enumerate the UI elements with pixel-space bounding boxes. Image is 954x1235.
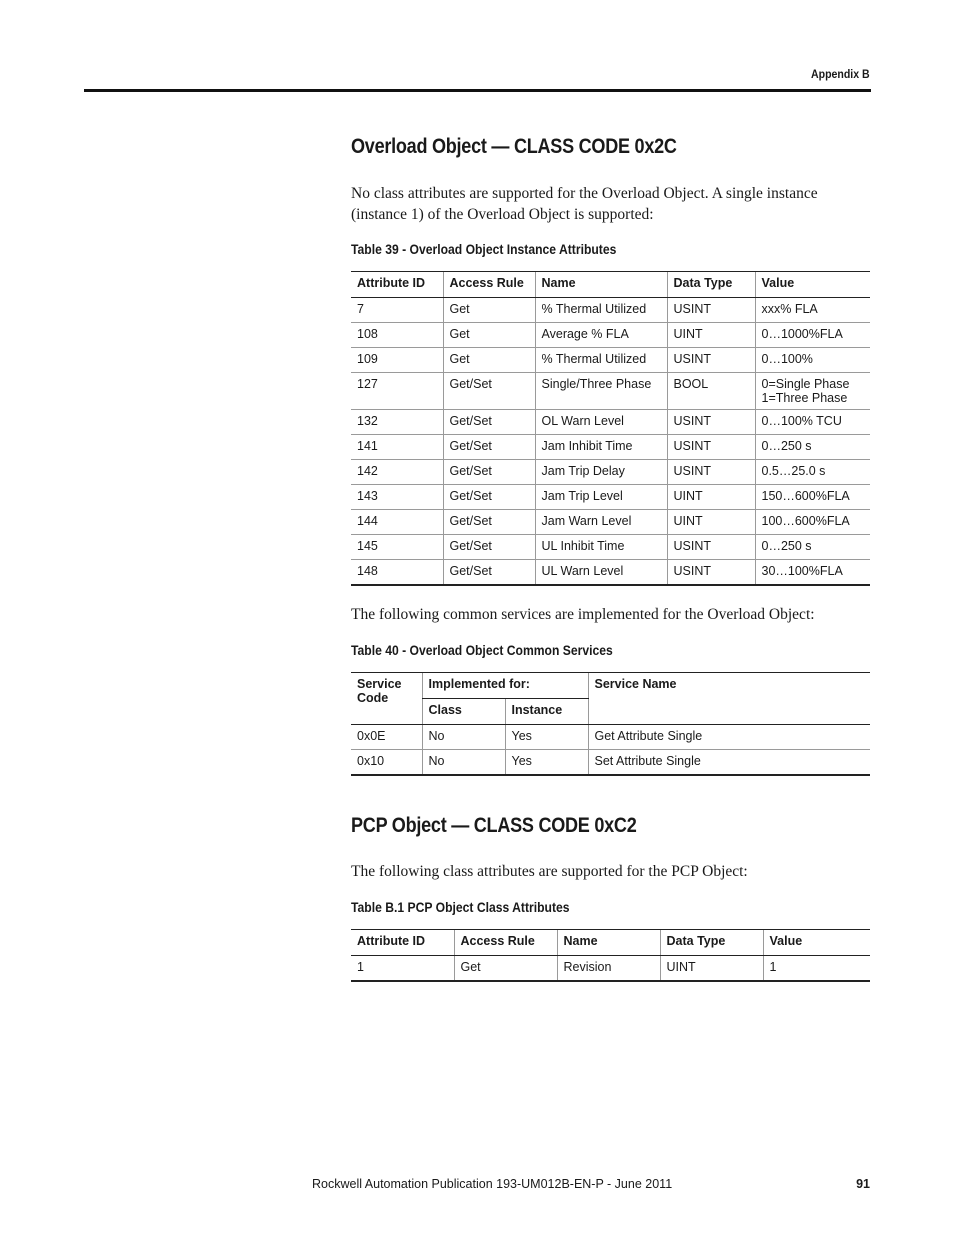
table-cell: 0…100% <box>755 348 870 373</box>
table-cell: % Thermal Utilized <box>535 298 667 323</box>
table-cell: Average % FLA <box>535 323 667 348</box>
table-row <box>351 298 870 323</box>
value-line: 1=Three Phase <box>761 391 848 405</box>
footer-publication: Rockwell Automation Publication 193-UM012B-EN-P - June 2011 <box>312 1177 673 1191</box>
table40-wrap <box>351 672 870 776</box>
table-row <box>351 956 870 982</box>
table-cell: 7 <box>351 298 443 323</box>
table-header-cell: Attribute ID <box>351 272 443 298</box>
table-cell: xxx% FLA <box>755 298 870 323</box>
table-cell: Jam Trip Delay <box>535 460 667 485</box>
table-cell: Get Attribute Single <box>588 725 870 750</box>
overload-title: Overload Object — CLASS CODE 0x2C <box>351 135 677 158</box>
table40 <box>351 672 870 776</box>
table-cell: No <box>422 725 505 750</box>
table-cell: 1 <box>351 956 454 982</box>
table-cell: USINT <box>667 535 755 560</box>
overload-section <box>351 135 870 159</box>
table-cell: 0…250 s <box>755 435 870 460</box>
table-row <box>351 560 870 586</box>
services-intro-wrap <box>351 604 870 625</box>
table-header-cell: Data Type <box>667 272 755 298</box>
table-row <box>351 750 870 776</box>
table-row <box>351 435 870 460</box>
table-row <box>351 535 870 560</box>
table-cell: Set Attribute Single <box>588 750 870 776</box>
tableb1-wrap <box>351 929 870 982</box>
table-cell: Yes <box>505 750 588 776</box>
table-cell: USINT <box>667 410 755 435</box>
table-cell: Get/Set <box>443 373 535 410</box>
table-header-cell: Value <box>763 930 870 956</box>
table-cell: Get/Set <box>443 460 535 485</box>
table-cell: 145 <box>351 535 443 560</box>
table-cell: Yes <box>505 725 588 750</box>
tableb1-caption: Table B.1 PCP Object Class Attributes <box>351 900 570 915</box>
pcp-section <box>351 814 870 838</box>
table-header-cell: Access Rule <box>454 930 557 956</box>
table-cell: 141 <box>351 435 443 460</box>
table-row <box>351 410 870 435</box>
table40-caption: Table 40 - Overload Object Common Services <box>351 643 613 658</box>
table-cell: Single/Three Phase <box>535 373 667 410</box>
table-cell: Get <box>443 348 535 373</box>
tableb1-caption-wrap <box>351 900 870 915</box>
table40-caption-wrap <box>351 643 870 658</box>
table39-caption-wrap <box>351 242 870 257</box>
table-cell: 1 <box>763 956 870 982</box>
table-cell: Revision <box>557 956 660 982</box>
table-cell: USINT <box>667 348 755 373</box>
table-cell: No <box>422 750 505 776</box>
table-cell: Get <box>443 323 535 348</box>
table-cell: 142 <box>351 460 443 485</box>
table-row <box>351 323 870 348</box>
table-cell: 132 <box>351 410 443 435</box>
table-cell: Get/Set <box>443 510 535 535</box>
table-cell: Get <box>443 298 535 323</box>
table-header-cell: Service Code <box>351 673 422 725</box>
value-line: 0=Single Phase <box>761 377 850 391</box>
table-header-cell: Access Rule <box>443 272 535 298</box>
tableb1-header-row <box>351 930 870 956</box>
table-cell: UINT <box>667 485 755 510</box>
table-cell: Get/Set <box>443 560 535 586</box>
table40-header-row <box>351 673 870 699</box>
table-header-cell: Attribute ID <box>351 930 454 956</box>
table39-header-row <box>351 272 870 298</box>
table-cell: USINT <box>667 560 755 586</box>
table-cell <box>755 373 870 410</box>
table-cell: Get/Set <box>443 485 535 510</box>
services-intro: The following common services are implemented for the Overload Object: <box>351 606 815 623</box>
table-cell: 0.5…25.0 s <box>755 460 870 485</box>
table-cell: 0x0E <box>351 725 422 750</box>
table-cell: OL Warn Level <box>535 410 667 435</box>
table-header-cell: Value <box>755 272 870 298</box>
table-cell: Get <box>454 956 557 982</box>
table-cell: UINT <box>667 510 755 535</box>
table-row <box>351 373 870 410</box>
tableb1 <box>351 929 870 982</box>
table-cell: USINT <box>667 460 755 485</box>
table-header-cell: Data Type <box>660 930 763 956</box>
overload-intro-wrap <box>351 183 870 225</box>
header-rule <box>84 89 871 92</box>
table-header-cell: Class <box>422 699 505 725</box>
table-cell: 109 <box>351 348 443 373</box>
page-number: 91 <box>856 1177 870 1191</box>
table-cell: Get/Set <box>443 535 535 560</box>
table-cell: Jam Trip Level <box>535 485 667 510</box>
table-cell: 0…100% TCU <box>755 410 870 435</box>
pcp-intro-wrap <box>351 861 870 882</box>
table-cell: 0…250 s <box>755 535 870 560</box>
table-cell: 144 <box>351 510 443 535</box>
table-cell: Jam Inhibit Time <box>535 435 667 460</box>
pcp-intro: The following class attributes are supported for the PCP Object: <box>351 863 748 880</box>
table-cell: Jam Warn Level <box>535 510 667 535</box>
table-header-cell: Name <box>535 272 667 298</box>
pcp-title: PCP Object — CLASS CODE 0xC2 <box>351 814 637 837</box>
table-row <box>351 460 870 485</box>
table-row <box>351 348 870 373</box>
table-header-cell: Name <box>557 930 660 956</box>
table-row <box>351 485 870 510</box>
section-label: Appendix B <box>811 67 870 81</box>
table-cell: 143 <box>351 485 443 510</box>
table39-wrap <box>351 271 870 586</box>
table-cell: Get/Set <box>443 410 535 435</box>
table-cell: USINT <box>667 435 755 460</box>
table39-caption: Table 39 - Overload Object Instance Attributes <box>351 242 617 257</box>
table-cell: % Thermal Utilized <box>535 348 667 373</box>
table-cell: UINT <box>667 323 755 348</box>
table-header-cell: Service Name <box>588 673 870 725</box>
table-cell: 127 <box>351 373 443 410</box>
table-header-cell: Instance <box>505 699 588 725</box>
table-row <box>351 510 870 535</box>
table-cell: UL Warn Level <box>535 560 667 586</box>
overload-intro: No class attributes are supported for the Overload Object. A single instance (instance 1) of the Overload Object is supported: <box>351 185 818 223</box>
table-cell: 148 <box>351 560 443 586</box>
table39 <box>351 271 870 586</box>
table-cell: 0x10 <box>351 750 422 776</box>
table-cell: 108 <box>351 323 443 348</box>
table-cell: Get/Set <box>443 435 535 460</box>
table-cell: 0…1000%FLA <box>755 323 870 348</box>
table-cell: USINT <box>667 298 755 323</box>
table-header-cell: Implemented for: <box>422 673 588 699</box>
table-cell: BOOL <box>667 373 755 410</box>
table-cell: UINT <box>660 956 763 982</box>
table-cell: 30…100%FLA <box>755 560 870 586</box>
table-cell: 100…600%FLA <box>755 510 870 535</box>
table-cell: 150…600%FLA <box>755 485 870 510</box>
table-row <box>351 725 870 750</box>
table-cell: UL Inhibit Time <box>535 535 667 560</box>
